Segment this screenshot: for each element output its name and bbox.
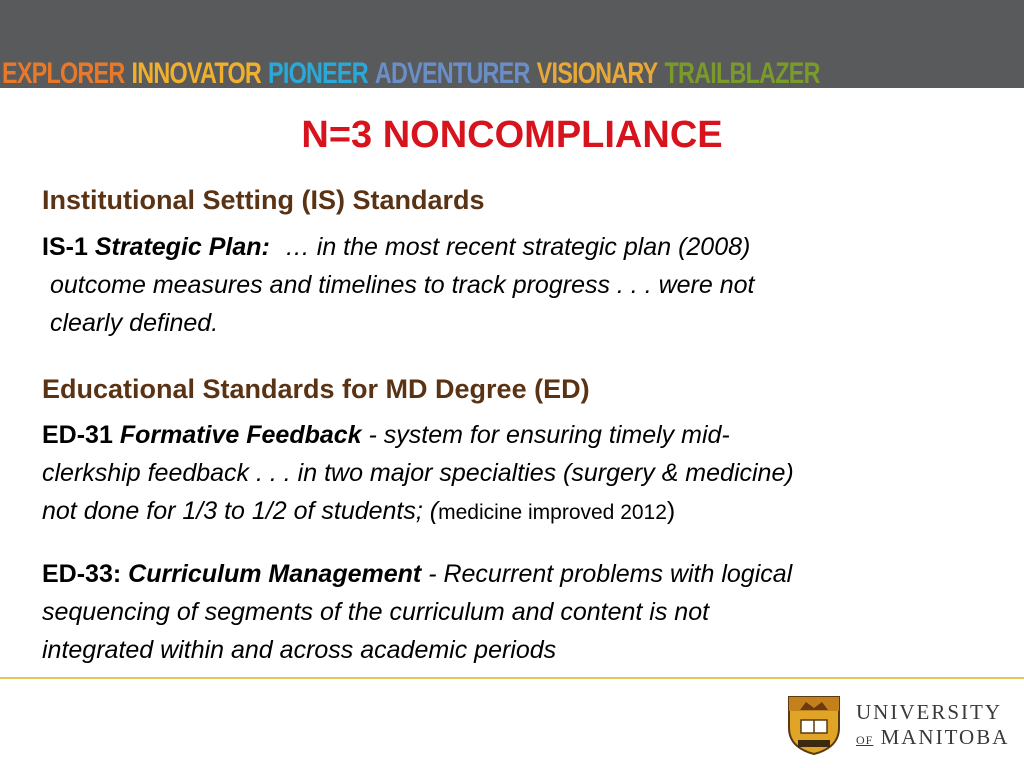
ed31-line-3 [42,492,1002,532]
ed31-paren-close: ) [666,497,676,525]
ed31-name: Formative Feedback [119,421,362,449]
is1-paragraph [42,228,992,342]
university-crest-icon [786,694,842,756]
wordmark-of: OF [856,733,874,747]
university-wordmark [856,700,1009,753]
ed33-line-1 [42,555,1002,593]
footer-divider [0,677,1024,679]
ed33-code: ED-33: [42,560,122,588]
banner-word-explorer: EXPLORER [2,57,125,90]
ed-heading: Educational Standards for MD Degree (ED) [42,374,590,404]
banner-word-innovator: INNOVATOR [131,57,261,90]
ed33-text-2: sequencing of segments of the curriculum and content is not [42,598,710,626]
ed31-code: ED-31 [42,421,113,449]
is1-text-1: … in the most recent strategic plan (2008) [284,233,751,261]
slide-title: N=3 NONCOMPLIANCE [301,114,723,156]
ed31-text-2: clerkship feedback . . . in two major specialties (surgery & medicine) [42,459,794,487]
ed31-text-3: not done for 1/3 to 1/2 of students; [42,497,430,525]
is1-text-2: outcome measures and timelines to track progress . . . were not [50,271,755,299]
banner-word-visionary: VISIONARY [536,57,658,90]
ed33-paragraph [42,555,1002,669]
is1-text-3: clearly defined. [50,309,219,337]
banner-word-pioneer: PIONEER [268,57,368,90]
is1-line-1 [42,228,992,266]
ed33-text-1: - Recurrent problems with logical [421,560,793,588]
banner-words [2,55,827,89]
top-banner [0,0,1024,88]
wordmark-manitoba: MANITOBA [880,725,1010,749]
ed31-paragraph [42,416,1002,532]
is1-name: Strategic Plan: [94,233,270,261]
wordmark-university: UNIVERSITY [856,700,1002,724]
ed33-name: Curriculum Management [128,560,422,588]
ed33-text-3: integrated within and across academic periods [42,636,557,664]
ed31-text-1: - system for ensuring timely mid- [361,421,730,449]
ed31-paren-open: ( [429,497,439,525]
wordmark-line-2 [856,724,1009,753]
ed31-note: medicine improved 2012 [438,501,667,524]
is-heading: Institutional Setting (IS) Standards [42,185,485,215]
banner-word-adventurer: ADVENTURER [374,57,530,90]
is1-code: IS-1 [42,233,88,261]
banner-word-trailblazer: TRAILBLAZER [664,57,820,90]
ed31-line-1 [42,416,1002,454]
